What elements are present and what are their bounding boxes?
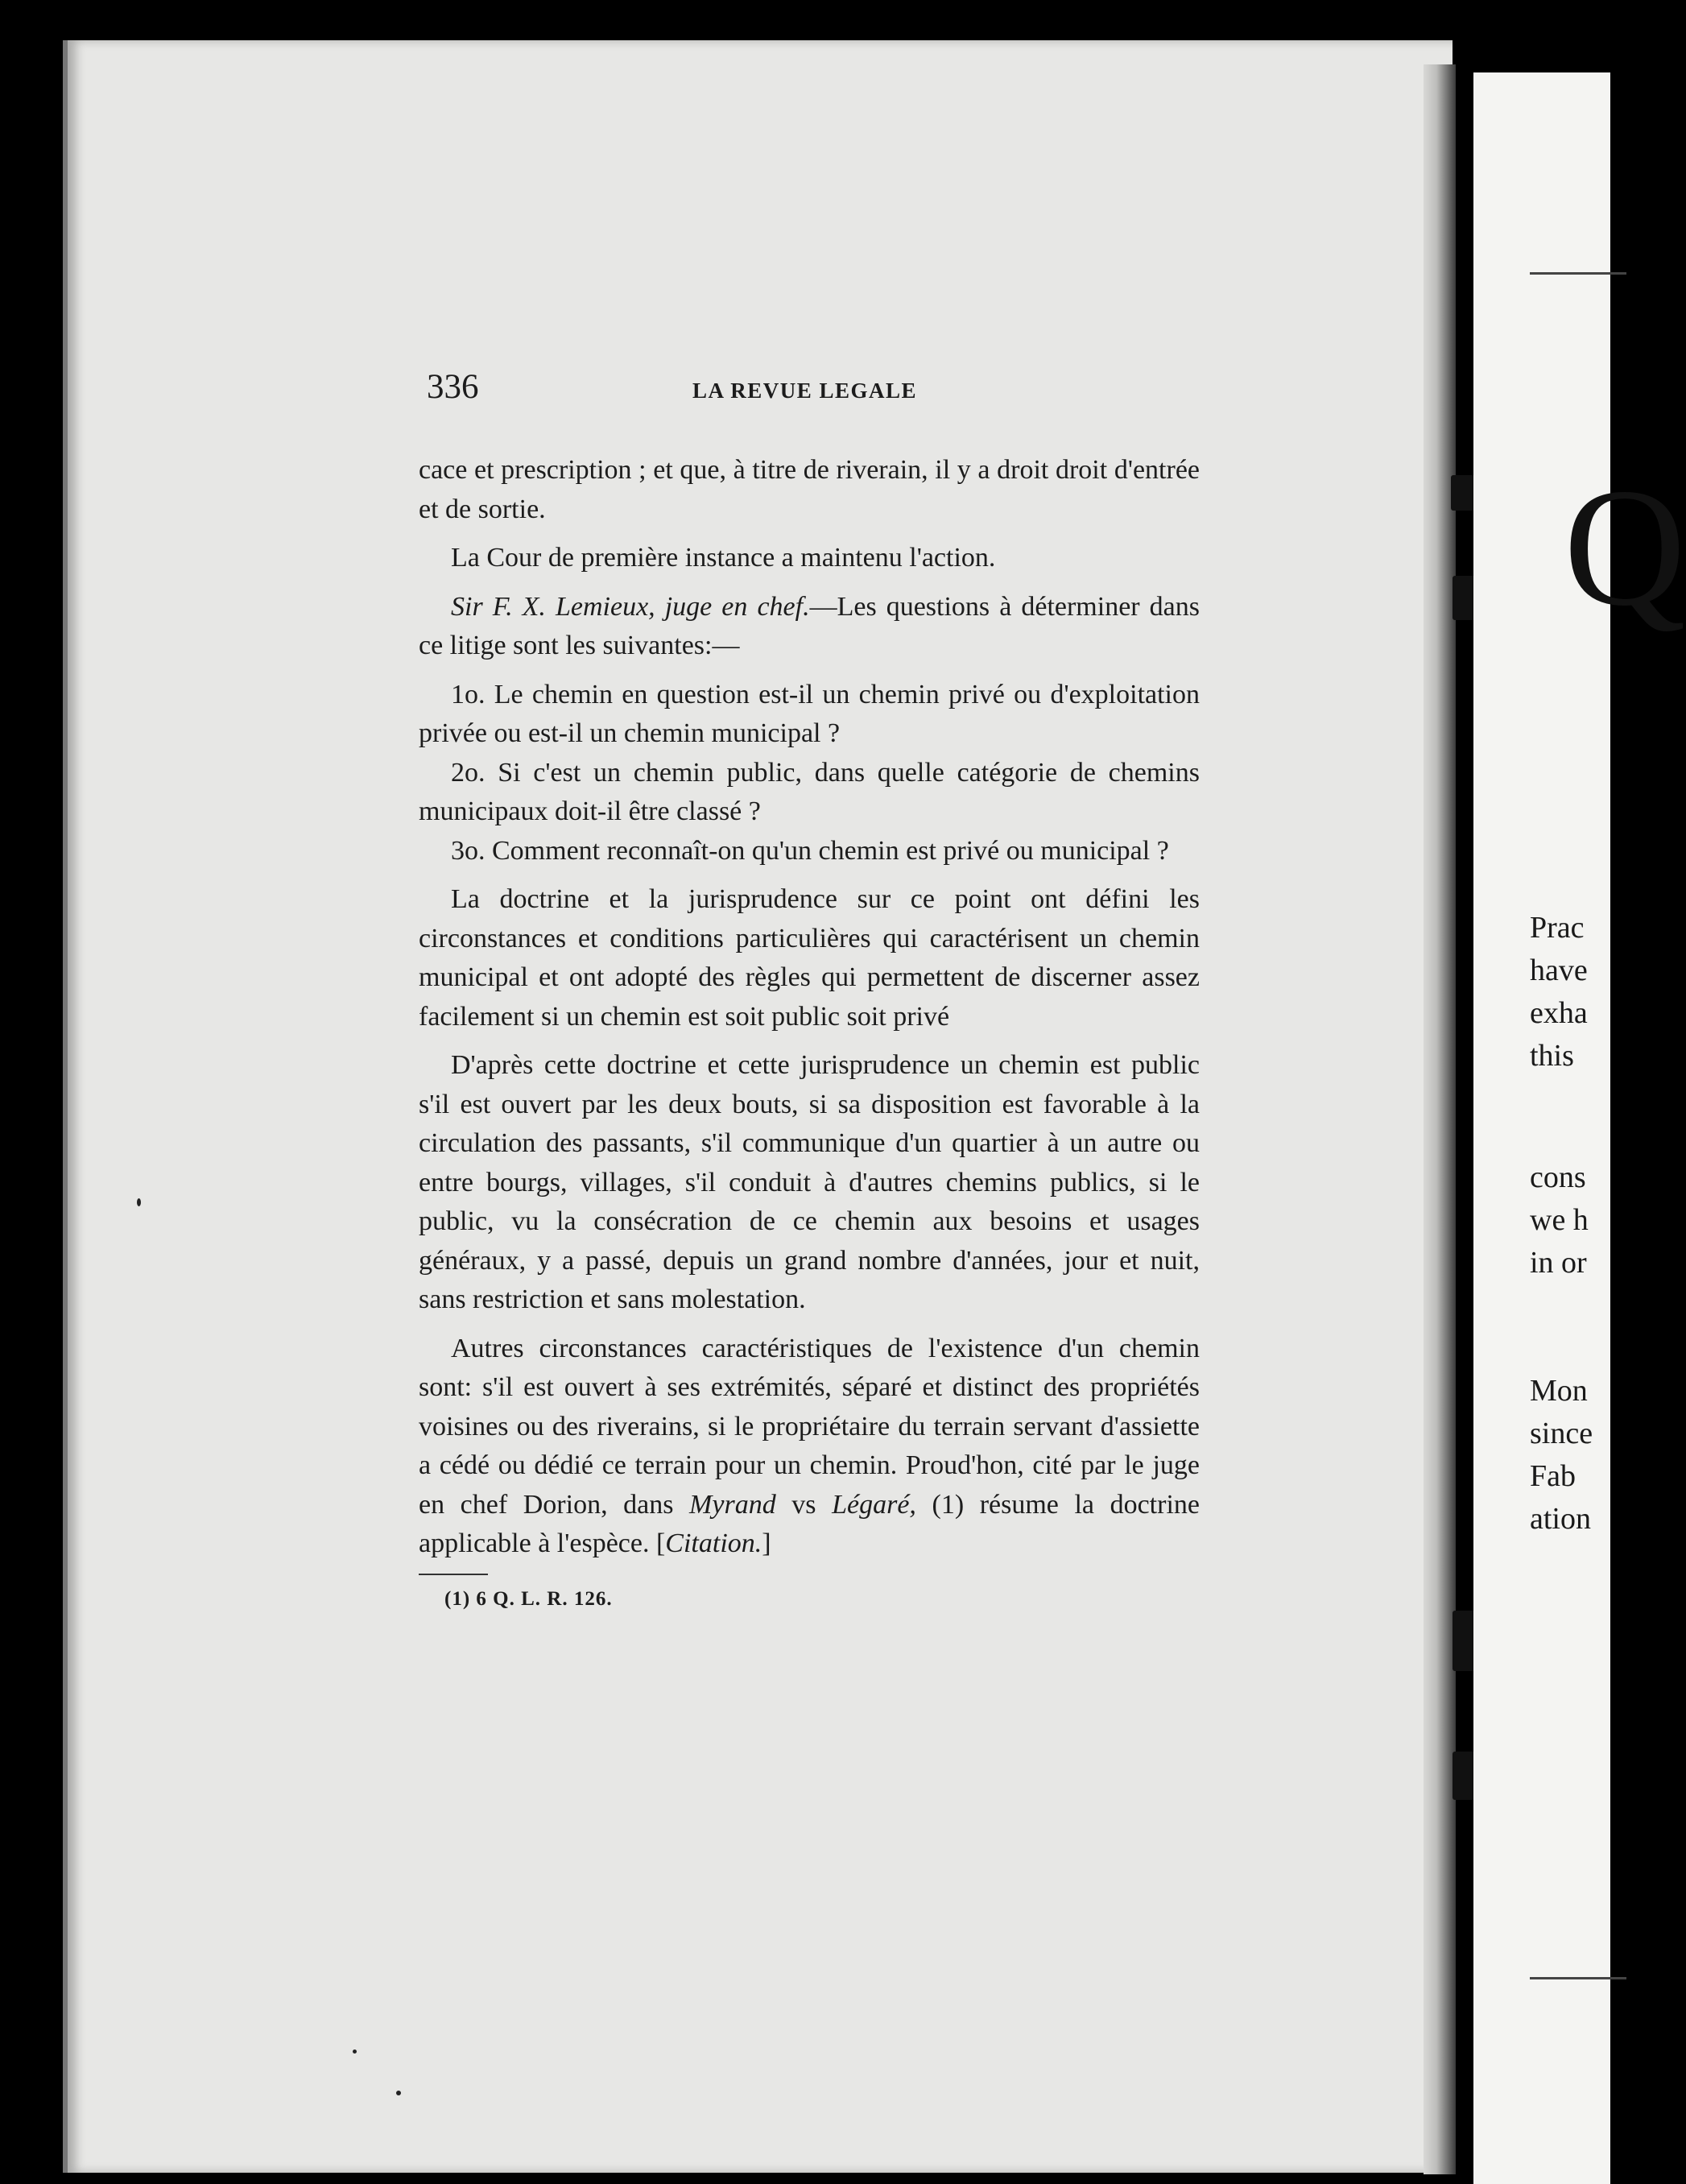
facing-line: have [1530,953,1588,987]
facing-line: in or [1530,1246,1587,1280]
facing-line: Prac [1530,911,1585,945]
facing-line: cons [1530,1160,1586,1194]
speck [396,2091,401,2095]
question-item: 2o. Si c'est un chemin public, dans quelle catégorie de chemins municipaux doit-il être classé ? [419,757,1200,826]
body-text [419,451,1200,1611]
facing-line: since [1530,1417,1593,1450]
paragraph: La doctrine et la jurisprudence sur ce point ont défini les circonstances et conditions particulières qui caractérisent un chemin municipal et ont adopté des règles qui permettent de discerner assez facilement si un chemin est soit public soit privé [419,884,1200,1032]
page-header [419,367,1208,416]
facing-page [1473,72,1686,2184]
citation-marker: Citation. [665,1528,762,1558]
facing-rule-bottom [1530,1977,1626,1979]
paragraph [419,588,1200,666]
footnote-rule [419,1574,488,1575]
versus: vs [775,1489,833,1520]
case-name: Myrand [689,1489,776,1520]
paragraph: D'après cette doctrine et cette jurisprudence un chemin est public s'il est ouvert par les deux bouts, si sa disposition est favorable à la circulation des passants, s'il communique d'un quartier à un autre ou entre bourgs, villages, s'il conduit à d'autres chemins publics, si le public, vu la consécration de ce chemin aux besoins et usages généraux, y a passé, depuis un grand nombre d'années, jour et nuit, sans restriction et sans molestation. [419,1050,1200,1314]
judge-attribution: Sir F. X. Lemieux, juge en chef. [451,591,810,622]
paragraph-text: —Les questions à déterminer dans ce litige sont les suivantes:— [419,591,1200,660]
running-head: LA REVUE LEGALE [692,378,918,403]
paragraph-text: Autres circonstances caractéristiques de l'existence d'un chemin sont: s'il est ouvert à ses extrémités, séparé et distinct des propriétés voisines ou des riverains, si le propriétaire du terrain servant d'assiette a cédé ou dédié ce terrain pour un chemin. Proud'hon, cité par le juge en chef Dorion, dans [419,1333,1200,1520]
facing-line: Mon [1530,1374,1588,1408]
question-item: 1o. Le chemin en question est-il un chemin privé ou d'exploitation privée ou est-il un chemin municipal ? [419,679,1200,748]
binding-mark [1451,475,1475,511]
paragraph: La Cour de première instance a maintenu l'action. [451,543,996,573]
paragraph: cace et prescription ; et que, à titre de riverain, il y a droit droit d'entrée et de sortie. [419,455,1200,524]
facing-line: Fab [1530,1459,1576,1493]
facing-line: we h [1530,1203,1589,1237]
facing-rule-top [1530,272,1626,275]
case-name: Légaré, [832,1489,916,1520]
facing-initial: Q [1564,454,1686,641]
facing-line: this [1530,1039,1574,1073]
speck [137,1198,141,1206]
paragraph [419,1330,1200,1564]
page-edge [1424,64,1456,2174]
bracket: ] [762,1528,771,1558]
facing-line: ation [1530,1502,1591,1536]
page-number: 336 [427,368,479,406]
question-item: 3o. Comment reconnaît-on qu'un chemin est privé ou municipal ? [451,835,1169,866]
paragraph-text: (1) résume la doctrine applicable à l'espèce. [ [419,1489,1200,1558]
facing-line: exha [1530,996,1588,1030]
footnote: (1) 6 Q. L. R. 126. [444,1587,613,1610]
speck [353,2050,357,2054]
